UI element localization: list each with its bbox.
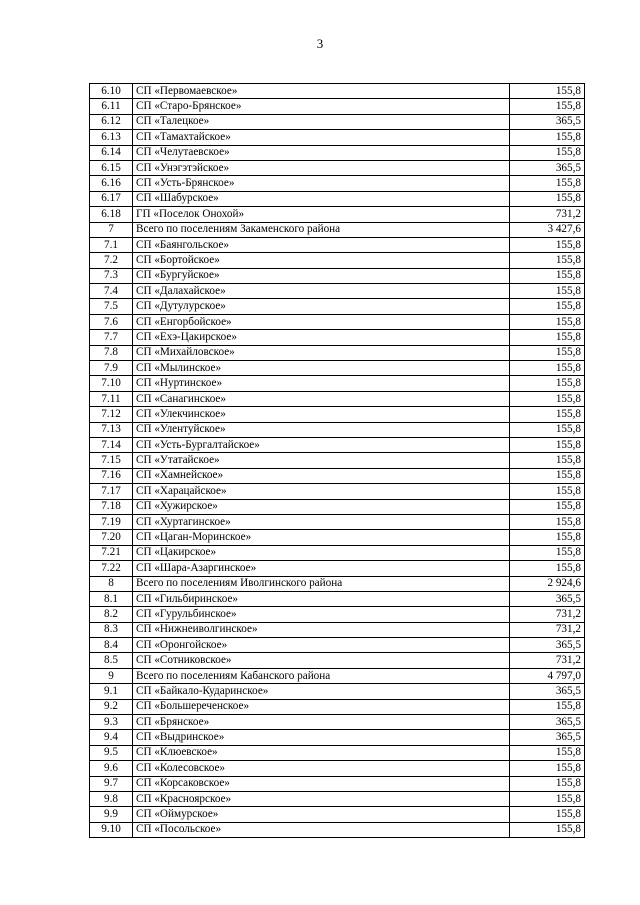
settlement-name-cell: СП «Шабурское» [133, 191, 510, 206]
settlement-name-cell: СП «Санагинское» [133, 391, 510, 406]
amount-cell: 155,8 [510, 130, 585, 145]
table-row [90, 668, 585, 683]
row-number-cell: 7.14 [90, 437, 133, 452]
amount-cell: 2 924,6 [510, 576, 585, 591]
row-number-cell: 7.20 [90, 530, 133, 545]
amount-cell: 365,5 [510, 715, 585, 730]
settlement-name-cell: СП «Оронгойское» [133, 638, 510, 653]
settlement-name-cell: СП «Гурульбинское» [133, 607, 510, 622]
table-row [90, 776, 585, 791]
settlement-name-cell: СП «Посольское» [133, 822, 510, 837]
settlement-name-cell: СП «Первомаевское» [133, 84, 510, 99]
row-number-cell: 9.8 [90, 791, 133, 806]
amount-cell: 155,8 [510, 761, 585, 776]
allocation-table [89, 83, 585, 838]
table-row [90, 468, 585, 483]
settlement-name-cell: СП «Гильбиринское» [133, 591, 510, 606]
page-number: 3 [316, 36, 324, 51]
settlement-name-cell: СП «Улекчинское» [133, 407, 510, 422]
amount-cell: 3 427,6 [510, 222, 585, 237]
row-number-cell: 9.10 [90, 822, 133, 837]
row-number-cell: 7.11 [90, 391, 133, 406]
table-row [90, 591, 585, 606]
settlement-name-cell: СП «Шара-Азаргинское» [133, 561, 510, 576]
amount-cell: 155,8 [510, 330, 585, 345]
table-row [90, 745, 585, 760]
amount-cell: 155,8 [510, 422, 585, 437]
row-number-cell: 7.17 [90, 484, 133, 499]
table-row [90, 499, 585, 514]
row-number-cell: 7.7 [90, 330, 133, 345]
amount-cell: 155,8 [510, 453, 585, 468]
row-number-cell: 6.16 [90, 176, 133, 191]
amount-cell: 155,8 [510, 407, 585, 422]
table-row [90, 407, 585, 422]
settlement-name-cell: СП «Цакирское» [133, 545, 510, 560]
table-row [90, 545, 585, 560]
amount-cell: 365,5 [510, 684, 585, 699]
row-number-cell: 9.5 [90, 745, 133, 760]
amount-cell: 155,8 [510, 237, 585, 252]
table-row [90, 299, 585, 314]
amount-cell: 155,8 [510, 191, 585, 206]
table-row [90, 484, 585, 499]
row-number-cell: 7.2 [90, 253, 133, 268]
table-row [90, 345, 585, 360]
settlement-name-cell: СП «Красноярское» [133, 791, 510, 806]
row-number-cell: 9.2 [90, 699, 133, 714]
row-number-cell: 9.1 [90, 684, 133, 699]
table-row [90, 237, 585, 252]
amount-cell: 155,8 [510, 253, 585, 268]
settlement-name-cell: СП «Брянское» [133, 715, 510, 730]
row-number-cell: 7.5 [90, 299, 133, 314]
row-number-cell: 6.18 [90, 207, 133, 222]
table-row [90, 361, 585, 376]
table-row [90, 638, 585, 653]
table-row [90, 699, 585, 714]
table-row [90, 314, 585, 329]
row-number-cell: 8.1 [90, 591, 133, 606]
amount-cell: 731,2 [510, 607, 585, 622]
amount-cell: 155,8 [510, 514, 585, 529]
settlement-name-cell: СП «Нуртинское» [133, 376, 510, 391]
row-number-cell: 7.10 [90, 376, 133, 391]
row-number-cell: 6.14 [90, 145, 133, 160]
amount-cell: 155,8 [510, 468, 585, 483]
amount-cell: 365,5 [510, 638, 585, 653]
table-row [90, 730, 585, 745]
table-row [90, 514, 585, 529]
settlement-name-cell: СП «Тамахтайское» [133, 130, 510, 145]
amount-cell: 155,8 [510, 745, 585, 760]
table-row [90, 160, 585, 175]
amount-cell: 731,2 [510, 622, 585, 637]
settlement-name-cell: СП «Утатайское» [133, 453, 510, 468]
amount-cell: 155,8 [510, 561, 585, 576]
settlement-name-cell: СП «Выдринское» [133, 730, 510, 745]
row-number-cell: 7.8 [90, 345, 133, 360]
settlement-name-cell: СП «Большереченское» [133, 699, 510, 714]
row-number-cell: 9 [90, 668, 133, 683]
settlement-name-cell: СП «Мылинское» [133, 361, 510, 376]
settlement-name-cell: Всего по поселениям Закаменского района [133, 222, 510, 237]
table-row [90, 422, 585, 437]
settlement-name-cell: СП «Челутаевское» [133, 145, 510, 160]
settlement-name-cell: СП «Старо-Брянское» [133, 99, 510, 114]
row-number-cell: 7.19 [90, 514, 133, 529]
table-row [90, 84, 585, 99]
settlement-name-cell: СП «Усть-Брянское» [133, 176, 510, 191]
amount-cell: 155,8 [510, 499, 585, 514]
table-row [90, 130, 585, 145]
table-row [90, 437, 585, 452]
table-row [90, 622, 585, 637]
settlement-name-cell: СП «Ехэ-Цакирское» [133, 330, 510, 345]
settlement-name-cell: СП «Бургуйское» [133, 268, 510, 283]
settlement-name-cell: СП «Байкало-Кударинское» [133, 684, 510, 699]
amount-cell: 365,5 [510, 160, 585, 175]
table-row [90, 822, 585, 837]
settlement-name-cell: СП «Улентуйское» [133, 422, 510, 437]
row-number-cell: 6.15 [90, 160, 133, 175]
settlement-name-cell: СП «Усть-Бургалтайское» [133, 437, 510, 452]
amount-cell: 155,8 [510, 376, 585, 391]
amount-cell: 155,8 [510, 145, 585, 160]
settlement-name-cell: Всего по поселениям Иволгинского района [133, 576, 510, 591]
table-row [90, 284, 585, 299]
amount-cell: 155,8 [510, 345, 585, 360]
row-number-cell: 7.18 [90, 499, 133, 514]
settlement-name-cell: СП «Хуртагинское» [133, 514, 510, 529]
row-number-cell: 8.4 [90, 638, 133, 653]
amount-cell: 155,8 [510, 299, 585, 314]
table-row [90, 376, 585, 391]
table-row [90, 391, 585, 406]
settlement-name-cell: СП «Бортойское» [133, 253, 510, 268]
row-number-cell: 6.13 [90, 130, 133, 145]
row-number-cell: 9.3 [90, 715, 133, 730]
table-row [90, 530, 585, 545]
row-number-cell: 8.5 [90, 653, 133, 668]
table-row [90, 145, 585, 160]
row-number-cell: 6.11 [90, 99, 133, 114]
row-number-cell: 8.2 [90, 607, 133, 622]
settlement-name-cell: ГП «Поселок Онохой» [133, 207, 510, 222]
settlement-name-cell: СП «Корсаковское» [133, 776, 510, 791]
table-row [90, 176, 585, 191]
settlement-name-cell: СП «Хамнейское» [133, 468, 510, 483]
amount-cell: 155,8 [510, 99, 585, 114]
row-number-cell: 7.16 [90, 468, 133, 483]
amount-cell: 155,8 [510, 391, 585, 406]
table-row [90, 791, 585, 806]
settlement-name-cell: СП «Харацайское» [133, 484, 510, 499]
settlement-name-cell: СП «Баянгольское» [133, 237, 510, 252]
table-row [90, 607, 585, 622]
amount-cell: 365,5 [510, 591, 585, 606]
amount-cell: 155,8 [510, 776, 585, 791]
amount-cell: 155,8 [510, 437, 585, 452]
amount-cell: 155,8 [510, 314, 585, 329]
row-number-cell: 7.1 [90, 237, 133, 252]
amount-cell: 155,8 [510, 284, 585, 299]
table-row [90, 268, 585, 283]
table-row [90, 191, 585, 206]
row-number-cell: 7 [90, 222, 133, 237]
table-row [90, 453, 585, 468]
amount-cell: 731,2 [510, 653, 585, 668]
settlement-name-cell: СП «Клюевское» [133, 745, 510, 760]
row-number-cell: 7.21 [90, 545, 133, 560]
amount-cell: 155,8 [510, 484, 585, 499]
row-number-cell: 6.17 [90, 191, 133, 206]
settlement-name-cell: СП «Унэгэтэйское» [133, 160, 510, 175]
row-number-cell: 7.3 [90, 268, 133, 283]
amount-cell: 731,2 [510, 207, 585, 222]
settlement-name-cell: СП «Колесовское» [133, 761, 510, 776]
row-number-cell: 7.13 [90, 422, 133, 437]
table-row [90, 114, 585, 129]
row-number-cell: 6.10 [90, 84, 133, 99]
amount-cell: 155,8 [510, 361, 585, 376]
table-row [90, 715, 585, 730]
table-row [90, 99, 585, 114]
row-number-cell: 8.3 [90, 622, 133, 637]
row-number-cell: 9.6 [90, 761, 133, 776]
table-row [90, 576, 585, 591]
amount-cell: 155,8 [510, 176, 585, 191]
settlement-name-cell: СП «Далахайское» [133, 284, 510, 299]
amount-cell: 155,8 [510, 268, 585, 283]
amount-cell: 155,8 [510, 699, 585, 714]
settlement-name-cell: СП «Нижнеиволгинское» [133, 622, 510, 637]
table-row [90, 684, 585, 699]
row-number-cell: 8 [90, 576, 133, 591]
row-number-cell: 7.9 [90, 361, 133, 376]
amount-cell: 4 797,0 [510, 668, 585, 683]
amount-cell: 155,8 [510, 791, 585, 806]
table-row [90, 761, 585, 776]
row-number-cell: 6.12 [90, 114, 133, 129]
settlement-name-cell: СП «Михайловское» [133, 345, 510, 360]
row-number-cell: 9.9 [90, 807, 133, 822]
amount-cell: 155,8 [510, 84, 585, 99]
settlement-name-cell: СП «Талецкое» [133, 114, 510, 129]
table-row [90, 807, 585, 822]
amount-cell: 155,8 [510, 807, 585, 822]
settlement-name-cell: СП «Хужирское» [133, 499, 510, 514]
table-row [90, 561, 585, 576]
settlement-name-cell: Всего по поселениям Кабанского района [133, 668, 510, 683]
settlement-name-cell: СП «Цаган-Моринское» [133, 530, 510, 545]
row-number-cell: 7.22 [90, 561, 133, 576]
settlement-name-cell: СП «Енгорбойское» [133, 314, 510, 329]
table-row [90, 653, 585, 668]
table-body [90, 84, 585, 838]
settlement-name-cell: СП «Дутулурское» [133, 299, 510, 314]
row-number-cell: 9.4 [90, 730, 133, 745]
row-number-cell: 7.12 [90, 407, 133, 422]
row-number-cell: 7.6 [90, 314, 133, 329]
table-row [90, 330, 585, 345]
settlement-name-cell: СП «Сотниковское» [133, 653, 510, 668]
table-row [90, 222, 585, 237]
amount-cell: 155,8 [510, 822, 585, 837]
amount-cell: 365,5 [510, 730, 585, 745]
amount-cell: 155,8 [510, 545, 585, 560]
amount-cell: 155,8 [510, 530, 585, 545]
row-number-cell: 9.7 [90, 776, 133, 791]
row-number-cell: 7.4 [90, 284, 133, 299]
amount-cell: 365,5 [510, 114, 585, 129]
table-row [90, 207, 585, 222]
settlement-name-cell: СП «Оймурское» [133, 807, 510, 822]
row-number-cell: 7.15 [90, 453, 133, 468]
table-row [90, 253, 585, 268]
